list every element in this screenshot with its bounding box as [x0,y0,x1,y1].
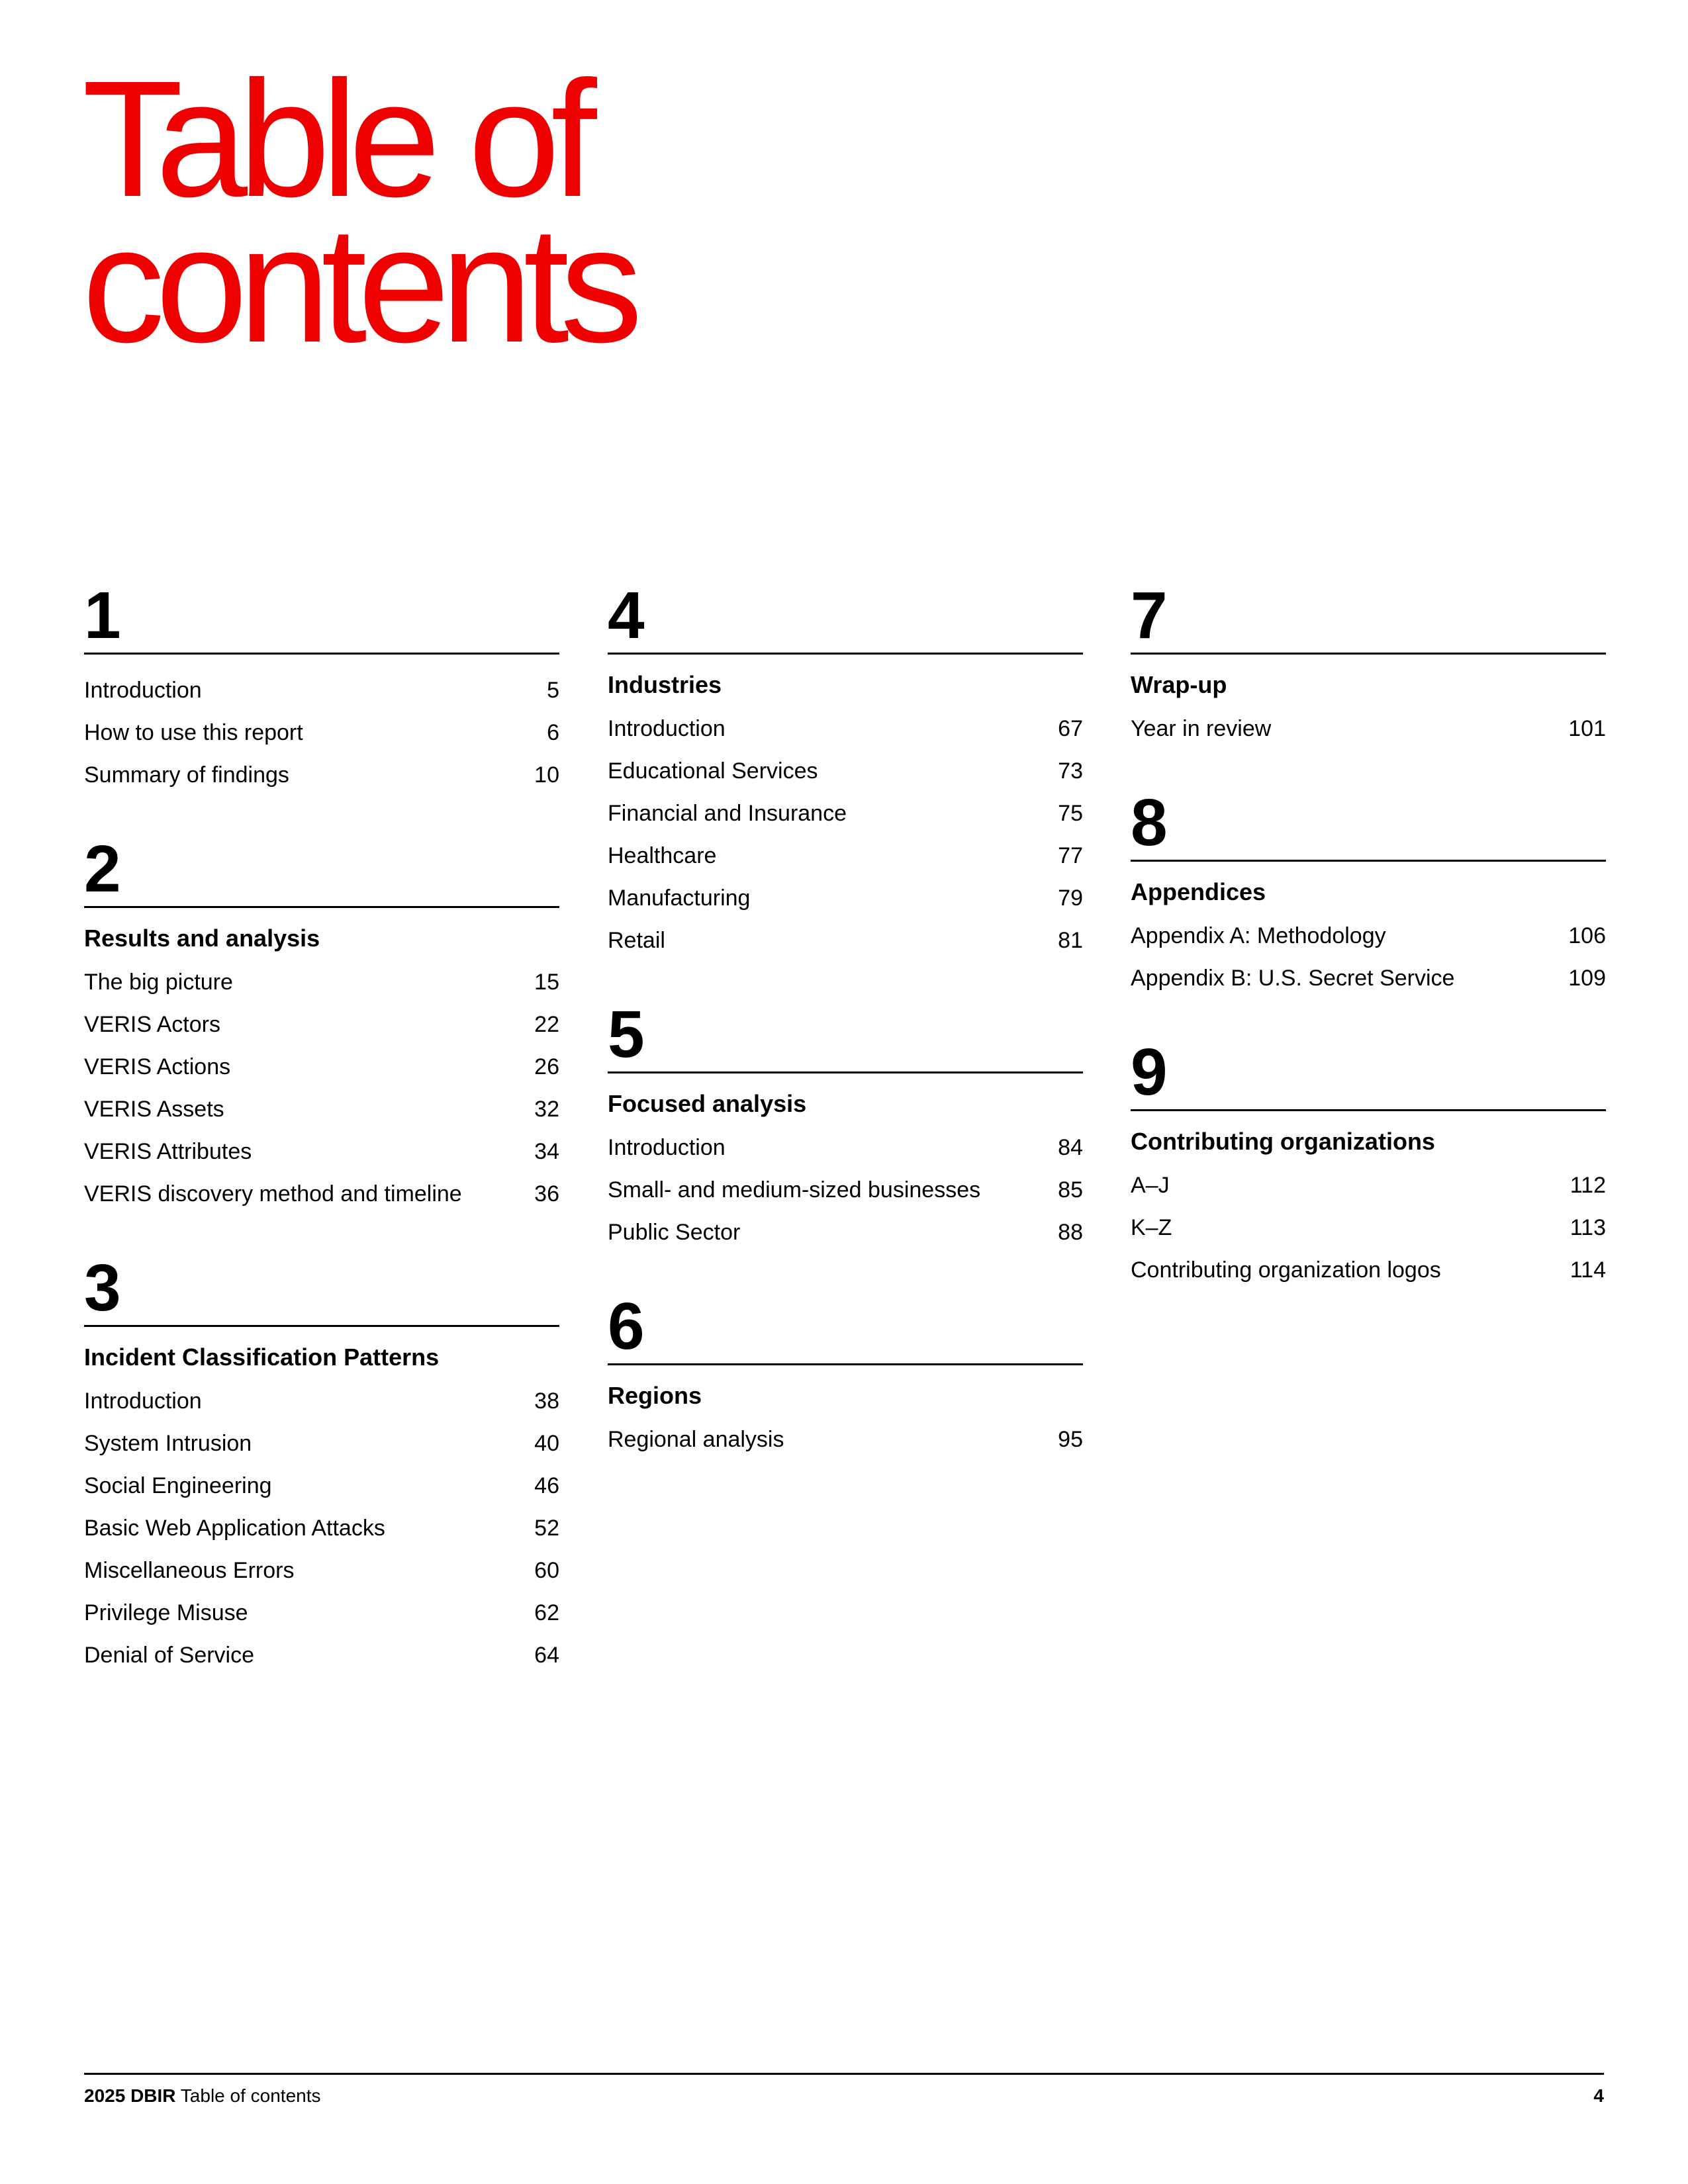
toc-entry-title[interactable]: Retail [608,928,665,953]
toc-entry-title[interactable]: Contributing organization logos [1131,1257,1441,1283]
page-footer [84,2073,1604,2108]
toc-entry[interactable] [608,1211,1083,1253]
toc-entry-title[interactable]: VERIS Actions [84,1054,231,1079]
entry-list [608,707,1083,962]
toc-entry-page: 88 [1058,1220,1083,1245]
toc-entry-page: 60 [534,1558,559,1583]
toc-entry-page: 112 [1570,1173,1606,1198]
toc-entry-page: 40 [534,1431,559,1456]
section-number: 8 [1131,790,1606,862]
entry-list [84,1380,559,1676]
toc-column-1 [84,578,559,1716]
toc-entry-page: 32 [534,1097,559,1122]
toc-entry[interactable] [84,1634,559,1676]
toc-entry-page: 109 [1568,966,1606,991]
toc-section [84,1251,559,1676]
toc-entry[interactable] [608,877,1083,919]
toc-column-2 [608,578,1083,1500]
toc-entry-page: 75 [1058,801,1083,826]
section-heading: Contributing organizations [1131,1128,1435,1155]
section-number: 9 [1131,1039,1606,1111]
toc-entry[interactable] [84,1046,559,1088]
section-number: 6 [608,1293,1083,1365]
toc-entry[interactable] [84,1130,559,1173]
toc-entry-page: 46 [534,1473,559,1498]
toc-entry-title[interactable]: Privilege Misuse [84,1600,248,1625]
section-number: 3 [84,1255,559,1327]
toc-entry[interactable] [84,711,559,754]
section-number: 5 [608,1001,1083,1073]
section-number: 2 [84,836,559,908]
footer-label: Table of contents [180,2085,321,2106]
toc-entry-page: 52 [534,1516,559,1541]
toc-entry[interactable] [608,1418,1083,1461]
toc-entry-title[interactable]: Public Sector [608,1220,741,1245]
toc-entry[interactable] [84,1173,559,1215]
toc-section [1131,1035,1606,1291]
toc-entry[interactable] [608,1169,1083,1211]
toc-section [608,997,1083,1253]
toc-entry-title[interactable]: VERIS Actors [84,1012,220,1037]
toc-entry-page: 113 [1570,1215,1606,1240]
toc-entry[interactable] [1131,957,1606,999]
entry-list [84,961,559,1215]
toc-entry-page: 81 [1058,928,1083,953]
toc-entry-title[interactable]: Regional analysis [608,1427,784,1452]
toc-entry[interactable] [1131,1249,1606,1291]
toc-entry-page: 79 [1058,886,1083,911]
section-heading: Regions [608,1382,702,1409]
toc-entry[interactable] [84,754,559,796]
toc-entry-title[interactable]: VERIS Attributes [84,1139,252,1164]
entry-list [608,1126,1083,1253]
toc-entry[interactable] [608,919,1083,962]
entry-list [1131,707,1606,750]
toc-entry[interactable] [84,1422,559,1465]
toc-entry-page: 38 [534,1388,559,1414]
toc-entry-page: 6 [547,720,559,745]
toc-entry-title[interactable]: K–Z [1131,1215,1172,1240]
page-title-line-1: Table of [82,46,588,231]
section-heading: Appendices [1131,878,1266,905]
toc-entry-title[interactable]: Social Engineering [84,1473,272,1498]
toc-entry-title[interactable]: A–J [1131,1173,1170,1198]
page-title-line-2: contents [82,192,634,377]
toc-entry-title[interactable]: VERIS Assets [84,1097,224,1122]
toc-entry-page: 73 [1058,758,1083,784]
toc-entry[interactable] [84,1465,559,1507]
toc-entry-page: 77 [1058,843,1083,868]
toc-entry[interactable] [84,1088,559,1130]
footer-page-number: 4 [1593,2085,1604,2106]
toc-entry-title[interactable]: Introduction [608,716,726,741]
toc-entry-page: 10 [534,762,559,788]
toc-entry-title[interactable]: Educational Services [608,758,818,784]
toc-entry[interactable] [84,961,559,1003]
toc-section [1131,786,1606,999]
section-number: 1 [84,582,559,655]
section-heading: Focused analysis [608,1090,807,1117]
toc-entry-title[interactable]: Appendix A: Methodology [1131,923,1386,948]
toc-entry-title[interactable]: Basic Web Application Attacks [84,1516,385,1541]
toc-entry-title[interactable]: The big picture [84,970,233,995]
entry-list [608,1418,1083,1461]
toc-entry[interactable] [1131,1164,1606,1206]
entry-list [84,669,559,796]
section-heading: Incident Classification Patterns [84,1343,440,1371]
toc-entry[interactable] [608,707,1083,750]
toc-entry-title[interactable]: Summary of findings [84,762,289,788]
toc-entry[interactable] [1131,915,1606,957]
toc-section [608,1289,1083,1461]
toc-entry-page: 64 [534,1643,559,1668]
toc-entry-title[interactable]: Manufacturing [608,886,751,911]
toc-entry-page: 101 [1568,716,1606,741]
toc-entry[interactable] [608,1126,1083,1169]
toc-entry-page: 26 [534,1054,559,1079]
toc-entry-title[interactable]: Introduction [84,1388,202,1414]
entry-list [1131,915,1606,999]
toc-entry-title[interactable]: Miscellaneous Errors [84,1558,295,1583]
toc-section [84,578,559,796]
toc-entry-title[interactable]: System Intrusion [84,1431,252,1456]
toc-entry-page: 22 [534,1012,559,1037]
section-heading: Industries [608,671,722,698]
toc-entry-page: 36 [534,1181,559,1206]
toc-entry[interactable] [608,792,1083,835]
toc-entry-page: 15 [534,970,559,995]
section-number: 4 [608,582,1083,655]
toc-entry-page: 34 [534,1139,559,1164]
toc-entry[interactable] [84,1003,559,1046]
toc-entry-title[interactable]: Financial and Insurance [608,801,847,826]
toc-entry-title[interactable]: Year in review [1131,716,1272,741]
toc-entry-title[interactable]: Healthcare [608,843,717,868]
toc-entry-page: 85 [1058,1177,1083,1203]
footer-left [84,2084,321,2108]
toc-entry-title[interactable]: Appendix B: U.S. Secret Service [1131,966,1455,991]
page-title [82,46,1009,377]
toc-section [1131,578,1606,750]
toc-entry-page: 114 [1570,1257,1606,1283]
toc-entry-page: 84 [1058,1135,1083,1160]
toc-entry-title[interactable]: Introduction [608,1135,726,1160]
toc-section [84,832,559,1215]
section-heading: Results and analysis [84,925,320,952]
toc-entry-title[interactable]: Introduction [84,678,202,703]
toc-entry-page: 95 [1058,1427,1083,1452]
toc-entry-title[interactable]: Denial of Service [84,1643,255,1668]
toc-entry[interactable] [608,835,1083,877]
toc-entry[interactable] [608,750,1083,792]
toc-entry-title[interactable]: VERIS discovery method and timeline [84,1181,462,1206]
toc-entry-page: 67 [1058,716,1083,741]
toc-entry[interactable] [84,1592,559,1634]
toc-entry-page: 62 [534,1600,559,1625]
section-heading: Wrap-up [1131,671,1227,698]
footer-brand: 2025 DBIR [84,2085,176,2106]
toc-entry[interactable] [84,1507,559,1549]
toc-entry[interactable] [84,669,559,711]
toc-entry[interactable] [84,1549,559,1592]
toc-entry-title[interactable]: How to use this report [84,720,303,745]
toc-entry-page: 5 [547,678,559,703]
section-number: 7 [1131,582,1606,655]
toc-section [608,578,1083,962]
toc-entry-page: 106 [1568,923,1606,948]
toc-entry[interactable] [1131,1206,1606,1249]
toc-column-3 [1131,578,1606,1331]
toc-entry[interactable] [1131,707,1606,750]
entry-list [1131,1164,1606,1291]
toc-entry[interactable] [84,1380,559,1422]
toc-entry-title[interactable]: Small- and medium-sized businesses [608,1177,981,1203]
